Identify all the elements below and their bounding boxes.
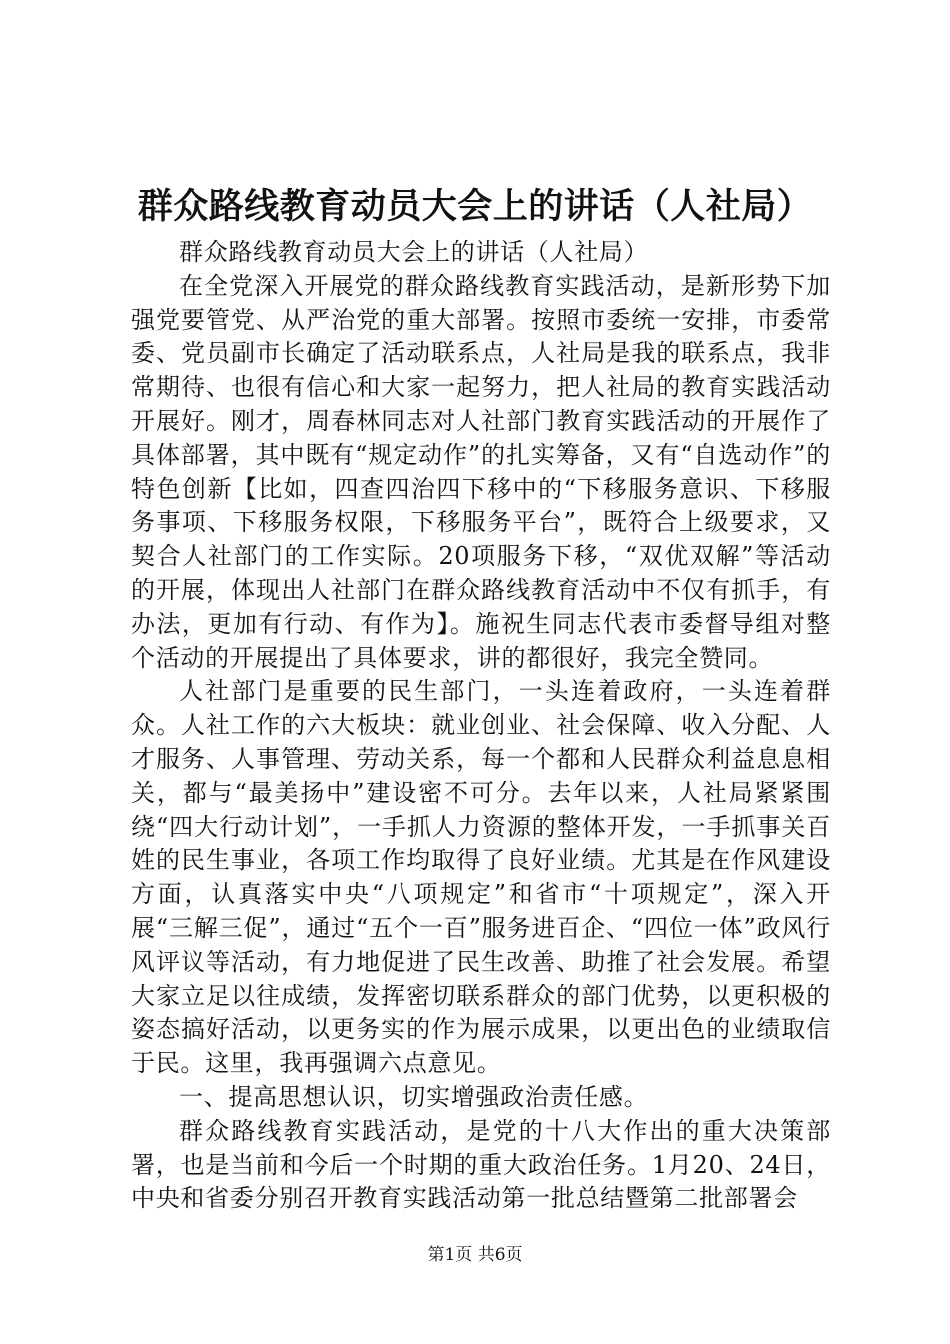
paragraph-department: 人社部门是重要的民生部门，一头连着政府，一头连着群众。人社工作的六大板块：就业创业、社会保障、收入分配、人才服务、人事管理、劳动关系，每一个都和人民群众利益息息相关，都与“最美扬中”建设密不可分。去年以来，人社局紧紧围绕“四大行动计划”，一手抓人力资源的整体开发，一手抓事关百姓的民生事业，各项工作均取得了良好业绩。尤其是在作风建设方面，认真落实中央“八项规定”和省市“十项规定”，深入开展“三解三促”，通过“五个一百”服务进百企、“四位一体”政风行风评议等活动，有力地促进了民生改善、助推了社会发展。希望大家立足以往成绩，发挥密切联系群众的部门优势，以更积极的姿态搞好活动，以更务实的作为展示成果，以更出色的业绩取信于民。这里，我再强调六点意见。 [131, 677, 831, 1078]
paragraph-intro: 在全党深入开展党的群众路线教育实践活动，是新形势下加强党要管党、从严治党的重大部署。按照市委统一安排，市委常委、党员副市长确定了活动联系点，人社局是我的联系点，我非常期待、也很有信心和大家一起努力，把人社局的教育实践活动开展好。刚才，周春林同志对人社部门教育实践活动的开展作了具体部署，其中既有“规定动作”的扎实筹备，又有“自选动作”的特色创新【比如，四查四治四下移中的“下移服务意识、下移服务事项、下移服务权限，下移服务平台”，既符合上级要求，又契合人社部门的工作实际。20项服务下移，“双优双解”等活动的开展，体现出人社部门在群众路线教育活动中不仅有抓手，有办法，更加有行动、有作为】。施祝生同志代表市委督导组对整个活动的开展提出了具体要求，讲的都很好，我完全赞同。 [131, 271, 831, 672]
document-title: 群众路线教育动员大会上的讲话（人社局） [137, 186, 813, 227]
section-heading-1: 一、提高思想认识，切实增强政治责任感。 [179, 1082, 649, 1111]
paragraph-subtitle: 群众路线教育动员大会上的讲话（人社局） [179, 238, 649, 266]
page-footer: 第1页 共6页 [427, 1245, 523, 1265]
document-body [131, 236, 831, 1216]
paragraph-section-1: 群众路线教育实践活动，是党的十八大作出的重大决策部署，也是当前和今后一个时期的重大政治任务。1月20、24日，中央和省委分别召开教育实践活动第一批总结暨第二批部署会 [131, 1116, 831, 1213]
